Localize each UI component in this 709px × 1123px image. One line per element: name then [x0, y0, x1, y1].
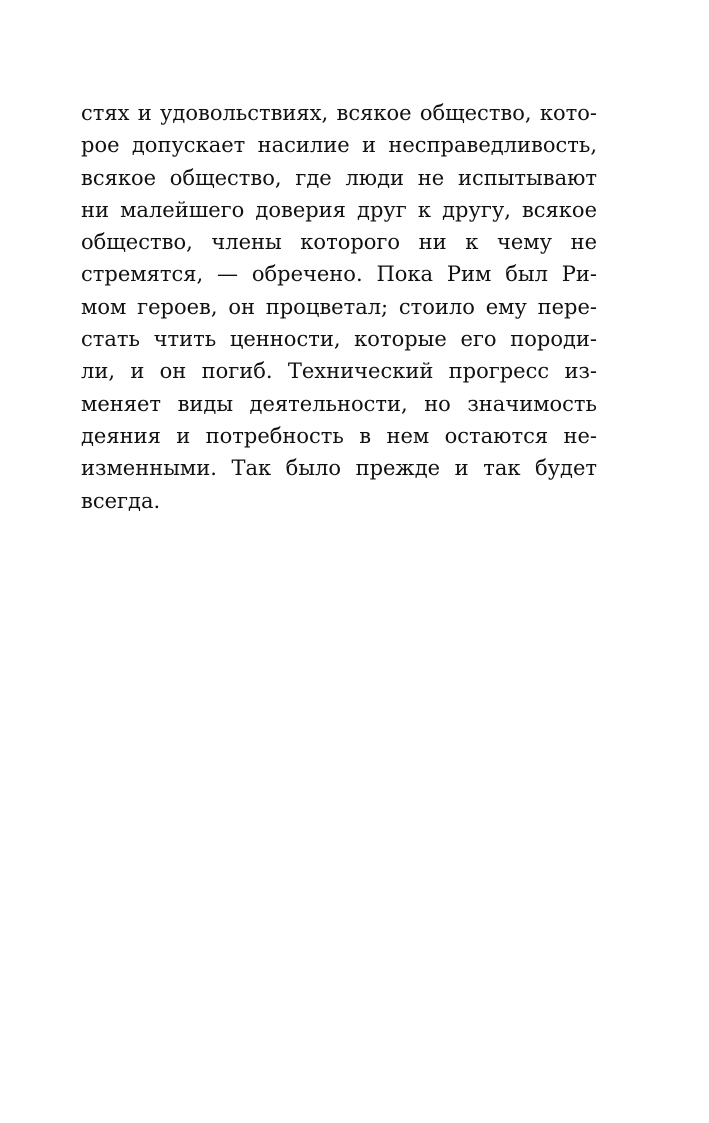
- text-line-last: всегда.: [81, 488, 161, 513]
- text-line: ни малейшего доверия друг к другу, всякое: [81, 197, 597, 222]
- text-line: стремятся, — обречено. Пока Рим был Ри-: [81, 262, 597, 287]
- text-line: всякое общество, где люди не испытывают: [81, 165, 597, 190]
- text-line: стать чтить ценности, которые его породи-: [81, 327, 597, 352]
- text-line: общество, члены которого ни к чему не: [81, 230, 597, 255]
- text-line: меняет виды деятельности, но значимость: [81, 391, 597, 416]
- text-line: изменными. Так было прежде и так будет: [81, 456, 597, 481]
- text-line: стях и удовольствиях, всякое общество, кото-: [81, 101, 597, 125]
- body-text: [81, 97, 597, 517]
- text-line: ли, и он погиб. Технический прогресс из-: [81, 359, 597, 384]
- text-line: деяния и потребность в нем остаются не-: [81, 423, 597, 448]
- text-line: мом героев, он процветал; стоило ему пере-: [81, 294, 597, 319]
- text-line: рое допускает насилие и несправедливость,: [81, 133, 597, 158]
